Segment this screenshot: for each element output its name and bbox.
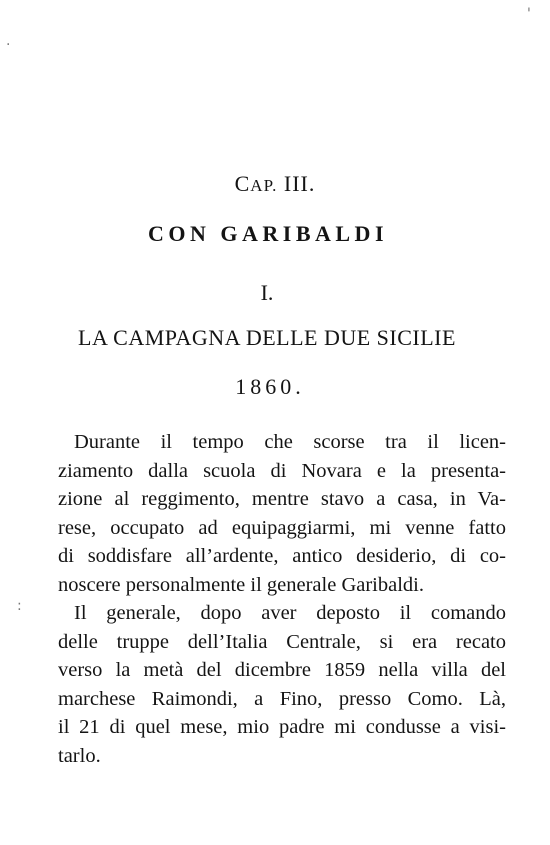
- chapter-heading: [0, 171, 550, 197]
- chapter-prefix: C: [234, 171, 251, 196]
- text-line: noscere personalmente il generale Garibaldi.: [58, 573, 424, 596]
- text-line: delle truppe dell’Italia Centrale, si era recato: [58, 630, 506, 653]
- text-line: il 21 di quel mese, mio padre mi condusse a visi-: [58, 716, 506, 738]
- text-line: zione al reggimento, mentre stavo a casa, in Va-: [58, 488, 506, 510]
- chapter-prefix-smallcaps: AP.: [250, 176, 278, 195]
- paragraph: [58, 428, 506, 599]
- chapter-number: III.: [283, 171, 316, 196]
- margin-mark: :: [17, 598, 22, 614]
- section-title: LA CAMPAGNA DELLE DUE SICILIE: [78, 325, 456, 350]
- body-text: [58, 428, 506, 770]
- text-line: Il generale, dopo aver deposto il comando: [74, 602, 506, 624]
- text-line: tarlo.: [58, 744, 101, 767]
- scan-speck: ·: [6, 37, 11, 53]
- text-line: verso la metà del dicembre 1859 nella villa del: [58, 659, 506, 681]
- text-line: marchese Raimondi, a Fino, presso Como. Là,: [58, 687, 506, 710]
- text-line: rese, occupato ad equipaggiarmi, mi venne fatto: [58, 516, 506, 539]
- section-number: I.: [260, 280, 274, 305]
- chapter-title: CON GARIBALDI: [147, 221, 389, 246]
- text-line: Durante il tempo che scorse tra il licen-: [74, 431, 506, 453]
- section-year: 1860.: [235, 374, 305, 399]
- text-line: ziamento dalla scuola di Novara e la presenta-: [58, 459, 506, 482]
- text-line: di soddisfare all’ardente, antico desiderio, di co-: [58, 545, 506, 567]
- paragraph: [58, 599, 506, 770]
- scan-speck: ': [527, 6, 531, 22]
